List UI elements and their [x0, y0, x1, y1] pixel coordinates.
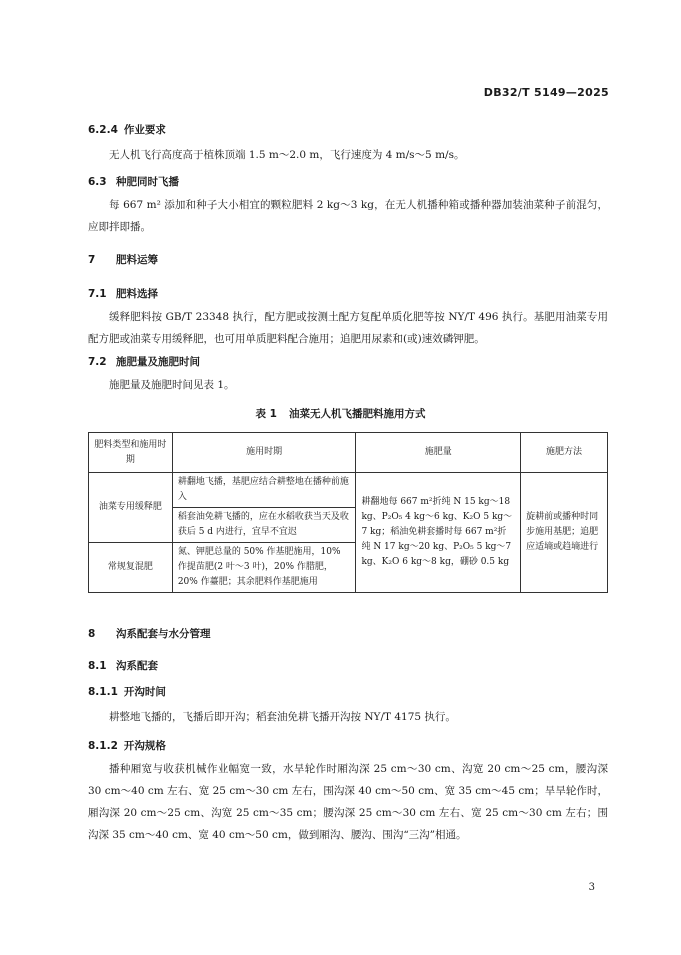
- section-number: 8.1.2: [88, 740, 118, 752]
- section-8-1-1-heading: [88, 684, 166, 699]
- section-title: 开沟规格: [123, 740, 166, 752]
- table-caption-number: 表 1: [255, 408, 277, 420]
- section-title: 种肥同时飞播: [116, 176, 179, 188]
- section-8-1-2-heading: [88, 738, 166, 753]
- section-title: 沟系配套与水分管理: [116, 628, 211, 640]
- section-6-2-4-text: 无人机飞行高度高于植株顶端 1.5 m～2.0 m，飞行速度为 4 m/s～5 m/s。: [109, 149, 465, 161]
- section-8-heading: [88, 626, 211, 641]
- section-title: 作业要求: [123, 124, 166, 136]
- fertilizer-table: [88, 432, 608, 593]
- section-title: 施肥量及施肥时间: [116, 356, 200, 368]
- section-6-3-heading: [88, 174, 179, 189]
- fertilizer-type-cell: 常规复混肥: [89, 543, 173, 593]
- section-7-1-heading: [88, 286, 158, 301]
- section-number: 6.3: [88, 176, 107, 188]
- fertilizer-type-cell: 油菜专用缓释肥: [89, 473, 173, 543]
- section-number: 6.2.4: [88, 124, 118, 136]
- section-number: 7: [88, 254, 96, 266]
- application-time-cell: 氮、钾肥总量的 50% 作基肥施用，10% 作提苗肥(2 叶～3 叶)，20% 作腊肥，20% 作薹肥；其余肥料作基肥施用: [172, 543, 356, 593]
- section-6-3-text: 每 667 m² 添加和种子大小相宜的颗粒肥料 2 kg～3 kg，在无人机播种箱或播种器加装油菜种子前混匀，应即拌即播。: [88, 199, 608, 233]
- section-title: 开沟时间: [123, 686, 166, 698]
- table-caption: [0, 406, 681, 421]
- table-header-cell: 肥料类型和施用时期: [89, 433, 173, 473]
- section-title: 肥料选择: [116, 288, 158, 300]
- section-8-1-2-text: 播种厢宽与收获机械作业幅宽一致，水旱轮作时厢沟深 25 cm～30 cm、沟宽 20 cm～25 cm，腰沟深 30 cm～40 cm 左右、宽 25 cm～30 cm 左右，围沟深 40 cm～50 cm、宽 35 cm～45 cm；旱旱轮作时，厢沟深 20 cm～25 cm、沟宽 25 cm～35 cm；腰沟深 25 cm～30 cm 左右、宽 25 cm～30 cm 左右；围沟深 35 cm～40 cm、宽 40 cm～50 cm，做到厢沟、腰沟、围沟“三沟”相通。: [88, 763, 608, 841]
- page-number: 3: [588, 882, 595, 893]
- section-title: 肥料运筹: [116, 254, 158, 266]
- table-header-cell: 施用时期: [172, 433, 356, 473]
- section-8-1-1-text: 耕整地飞播的，飞播后即开沟；稻套油免耕飞播开沟按 NY/T 4175 执行。: [109, 711, 456, 723]
- section-number: 7.2: [88, 356, 107, 368]
- section-8-1-heading: [88, 658, 158, 673]
- section-number: 8: [88, 628, 96, 640]
- section-number: 8.1.1: [88, 686, 118, 698]
- section-title: 沟系配套: [116, 660, 158, 672]
- standard-code-header: DB32/T 5149—2025: [483, 86, 609, 99]
- table-header-cell: 施肥量: [356, 433, 521, 473]
- section-7-2-heading: [88, 354, 200, 369]
- table-caption-title: 油菜无人机飞播肥料施用方式: [288, 408, 426, 420]
- section-7-heading: [88, 252, 158, 267]
- table-header-row: [89, 433, 608, 473]
- section-number: 7.1: [88, 288, 107, 300]
- table-header-cell: 施肥方法: [521, 433, 608, 473]
- section-6-2-4-heading: [88, 122, 166, 137]
- application-time-cell: 稻套油免耕飞播的，应在水稻收获当天及收获后 5 d 内进行，宜早不宜迟: [172, 508, 356, 543]
- section-7-2-text: 施肥量及施肥时间见表 1。: [109, 379, 235, 391]
- application-time-cell: 耕翻地飞播，基肥应结合耕整地在播种前施入: [172, 473, 356, 508]
- application-method-cell: 旋耕前或播种时同步施用基肥；追肥应适墒或趋墒进行: [521, 473, 608, 593]
- section-number: 8.1: [88, 660, 107, 672]
- section-7-1-text: 缓释肥料按 GB/T 23348 执行，配方肥或按测土配方复配单质化肥等按 NY/T 496 执行。基肥用油菜专用配方肥或油菜专用缓释肥，也可用单质肥料配合施用；追肥用尿素和(或)速效磷钾肥。: [88, 311, 608, 345]
- application-amount-cell: 耕翻地每 667 m²折纯 N 15 kg～18 kg、P₂O₅ 4 kg～6 kg、K₂O 5 kg～7 kg；稻油免耕套播时每 667 m²折纯 N 17 kg～20 kg、P₂O₅ 5 kg～7 kg、K₂O 6 kg～8 kg，硼砂 0.5 kg: [356, 473, 521, 593]
- table-row: [89, 473, 608, 508]
